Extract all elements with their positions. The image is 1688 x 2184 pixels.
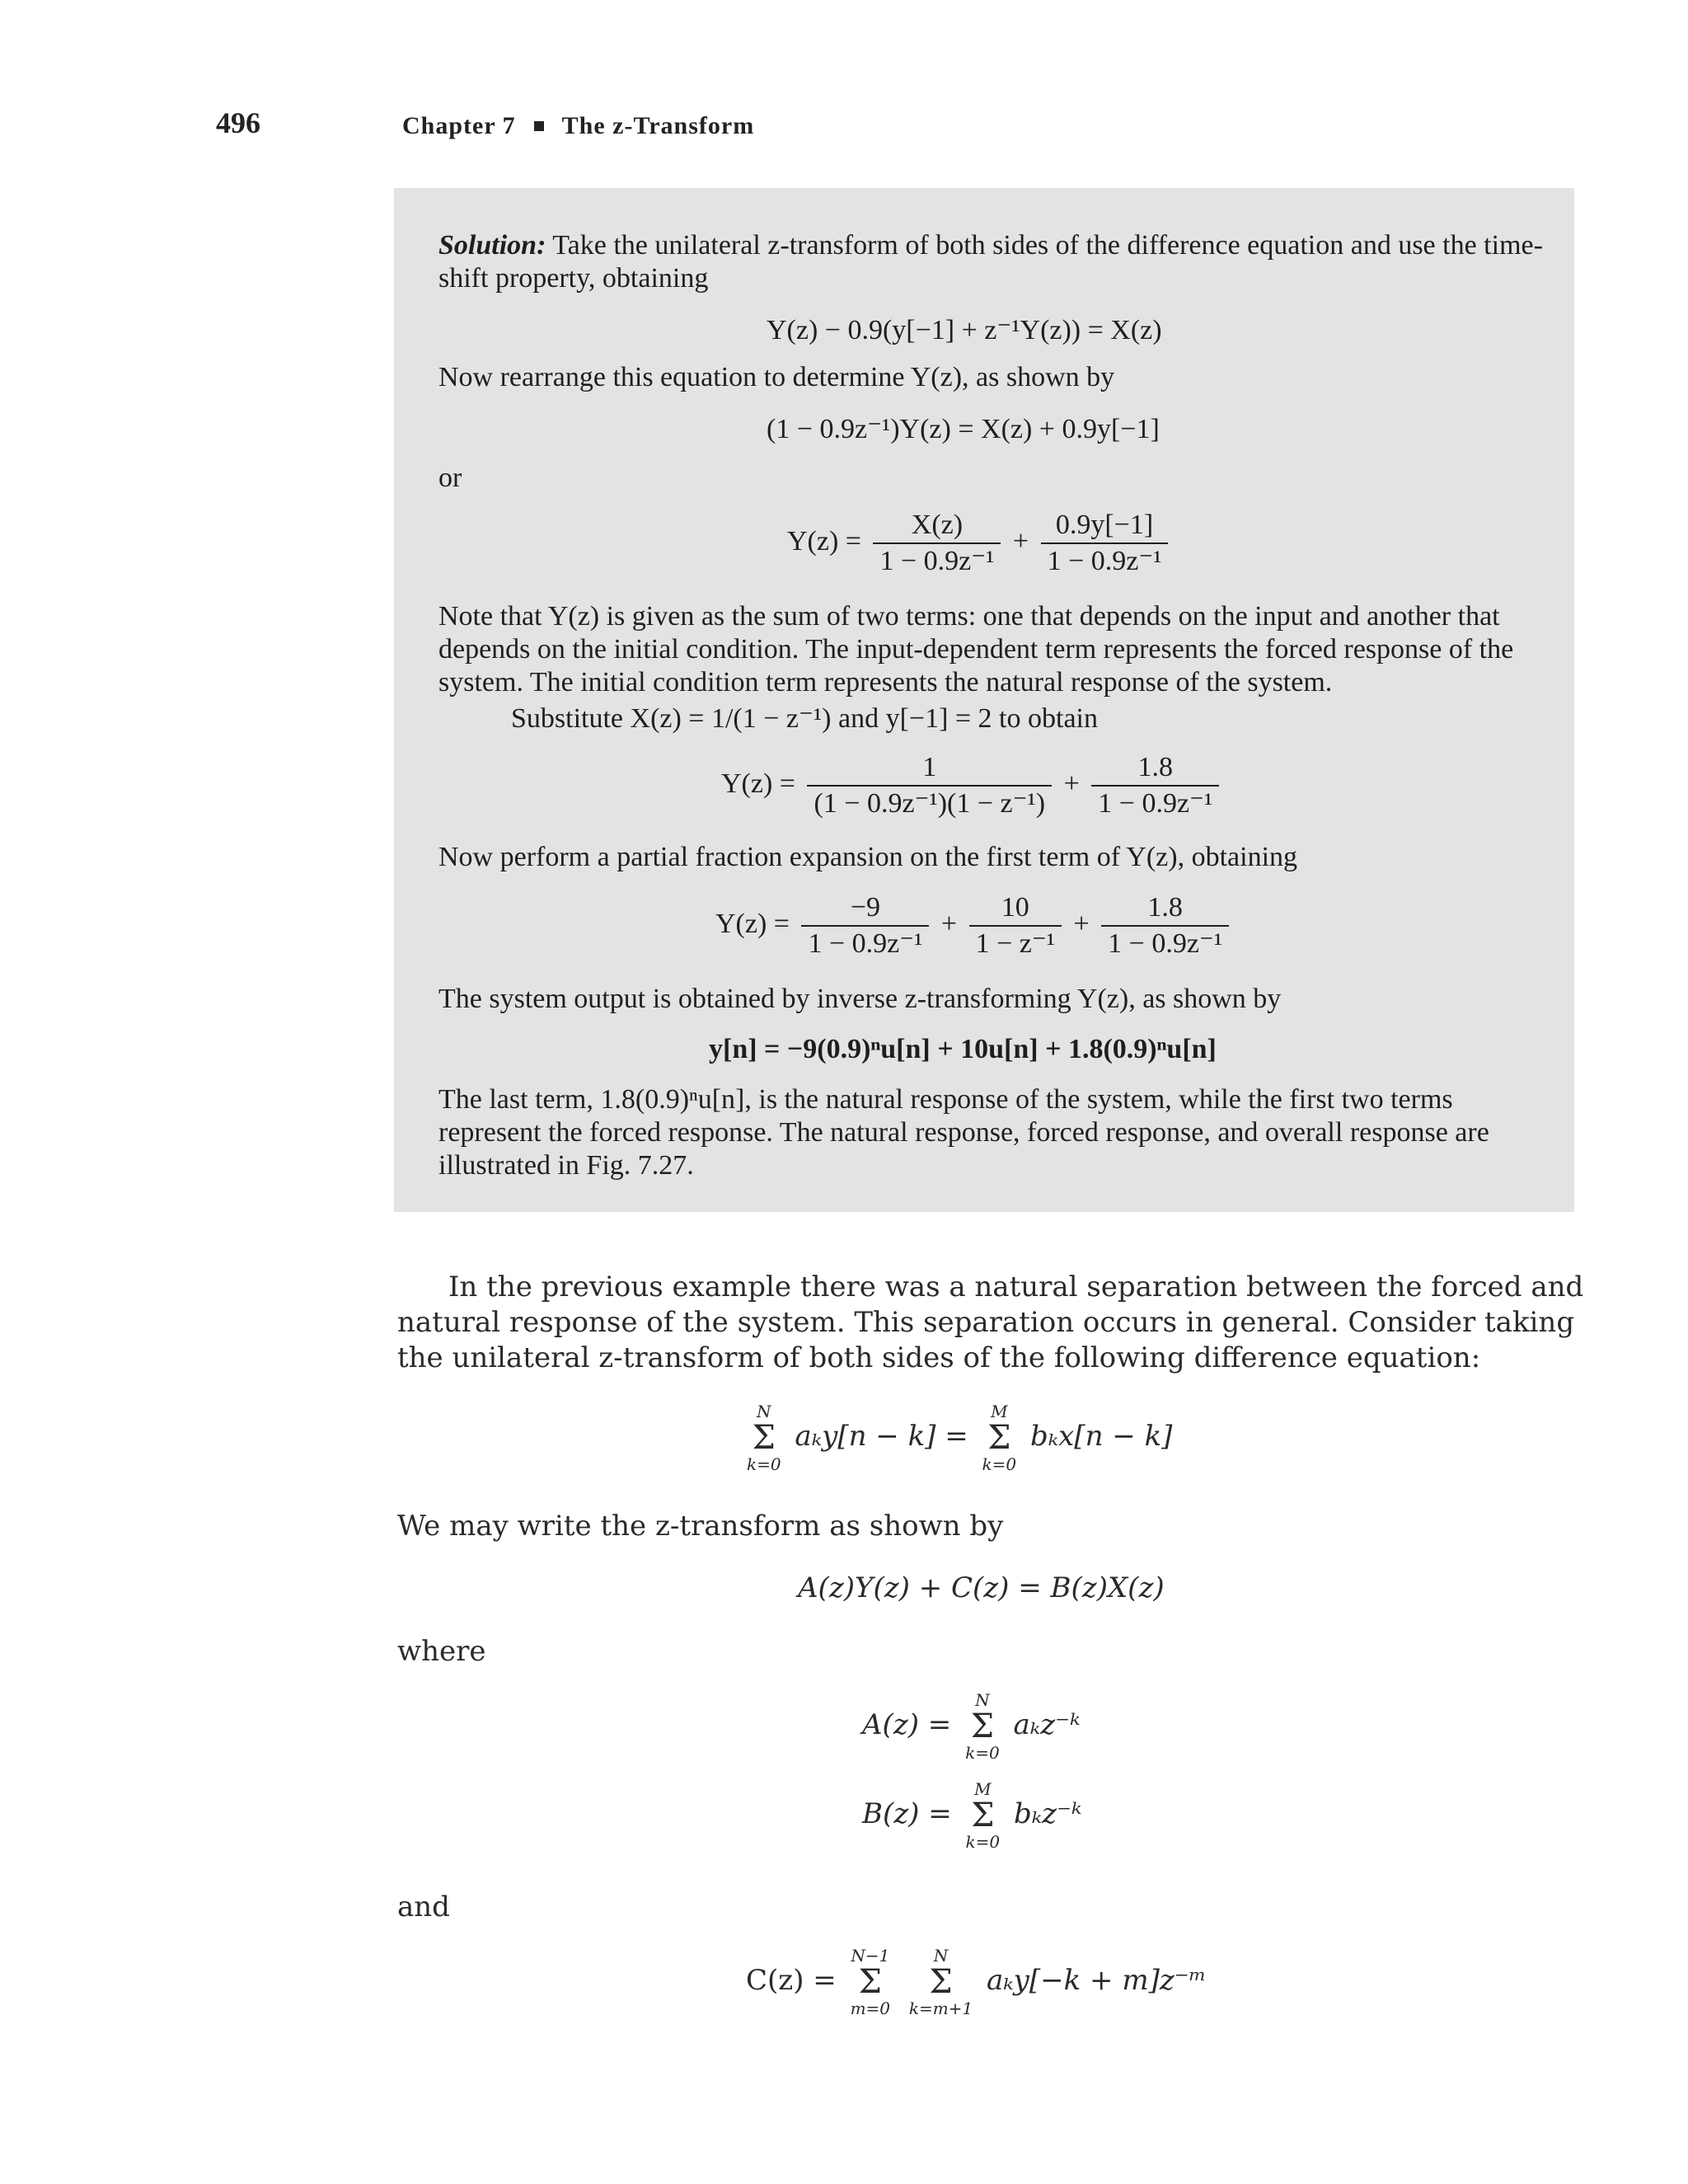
page-number: 496: [216, 106, 260, 139]
eqC-lhs: C(z) =: [746, 1964, 837, 1997]
eqA-lhs: A(z) =: [862, 1708, 952, 1741]
paragraph-substitute: Substitute X(z) = 1/(1 − z⁻¹) and y[−1] = 2 to obtain: [511, 703, 1098, 734]
chapter-label: Chapter 7: [402, 112, 516, 139]
equation-3: [787, 510, 1173, 577]
eq4-f1-denominator: (1 − 0.9z⁻¹)(1 − z⁻¹): [814, 788, 1046, 819]
eq5-f2-denominator: 1 − z⁻¹: [975, 928, 1055, 959]
eq3-fraction-2: [1041, 510, 1169, 577]
eq3-lhs: Y(z) =: [787, 525, 861, 557]
paragraph-partial-fraction: Now perform a partial fraction expansion on the first term of Y(z), obtaining: [438, 842, 1298, 872]
eq3-plus: +: [1012, 525, 1029, 557]
diff-term-2: bₖx[n − k]: [1029, 1420, 1173, 1453]
eq4-f2-denominator: 1 − 0.9z⁻¹: [1098, 788, 1213, 819]
sum-C-1-upper: N−1: [851, 1946, 890, 1966]
separator-square: [534, 121, 544, 131]
eq3-f1-numerator: X(z): [873, 510, 1001, 544]
or-label: or: [438, 463, 462, 493]
eqB-lhs: B(z) =: [862, 1797, 952, 1830]
paragraph-last-term: The last term, 1.8(0.9)ⁿu[n], is the natural response of the system, while the first two terms represent the forced response. The natural response, forced response, and overall response are illustrated in Fig. 7.27.: [438, 1084, 1489, 1181]
diff-term-1: aₖy[n − k] =: [795, 1420, 968, 1453]
equation-1: Y(z) − 0.9(y[−1] + z⁻¹Y(z)) = X(z): [767, 315, 1162, 345]
equation-A: [862, 1690, 1080, 1763]
eq5-fraction-1: [801, 892, 929, 960]
sum-1: N Σ k=0: [747, 1402, 781, 1474]
eq5-fraction-2: [969, 892, 1062, 960]
eq5-plus-2: +: [1073, 908, 1090, 939]
eqA-term: aₖz⁻ᵏ: [1013, 1708, 1081, 1741]
equation-4: [721, 752, 1224, 820]
equation-B: [862, 1779, 1081, 1852]
sum-C-2-upper: N: [933, 1946, 949, 1966]
where-label: where: [397, 1635, 486, 1668]
eq4-fraction-1: [807, 752, 1052, 820]
eq4-fraction-2: [1091, 752, 1219, 820]
solution-paragraph: [438, 229, 1543, 295]
sum-A: N Σ k=0: [965, 1690, 1000, 1763]
paragraph-note: Note that Y(z) is given as the sum of two terms: one that depends on the input and another that depends on the initial condition. The input-dependent term represents the forced response of the system. The initial condition term represents the natural response of the system.: [438, 601, 1514, 697]
equation-ayc: A(z)Y(z) + C(z) = B(z)X(z): [798, 1571, 1165, 1604]
eq5-plus-1: +: [940, 908, 958, 939]
eq4-plus: +: [1063, 768, 1080, 799]
eq4-lhs: Y(z) =: [721, 768, 795, 799]
paragraph-inverse: The system output is obtained by inverse z-transforming Y(z), as shown by: [438, 984, 1282, 1014]
sum-1-lower: k=0: [747, 1454, 781, 1474]
body-paragraph-1: In the previous example there was a natural separation between the forced and natural response of the system. This separation occurs in general. Consider taking the unilateral z-transform of both sides of the following difference equation:: [397, 1270, 1584, 1374]
eq5-f3-denominator: 1 − 0.9z⁻¹: [1108, 928, 1223, 959]
running-header: [402, 112, 754, 140]
eq5-lhs: Y(z) =: [715, 908, 790, 939]
eq5-f1-denominator: 1 − 0.9z⁻¹: [808, 928, 923, 959]
eq3-f1-denominator: 1 − 0.9z⁻¹: [879, 546, 995, 576]
eq5-f1-numerator: −9: [801, 892, 929, 927]
equation-C: [746, 1946, 1207, 2018]
solution-text: Take the unilateral z-transform of both sides of the difference equation and use the time-shift property, obtaining: [438, 230, 1543, 294]
eq3-f2-numerator: 0.9y[−1]: [1041, 510, 1169, 544]
sum-C-1: N−1 Σ m=0: [850, 1946, 891, 2018]
equation-5: [715, 892, 1234, 960]
eq5-fraction-3: [1101, 892, 1229, 960]
solution-label: Solution:: [438, 230, 546, 261]
sum-B-lower: k=0: [965, 1832, 1001, 1852]
sum-2-upper: M: [991, 1402, 1008, 1421]
sum-C-2-lower: k=m+1: [908, 1998, 973, 2018]
eq3-fraction-1: [873, 510, 1001, 577]
equation-6: y[n] = −9(0.9)ⁿu[n] + 10u[n] + 1.8(0.9)ⁿu[n]: [709, 1034, 1217, 1064]
eq5-f3-numerator: 1.8: [1101, 892, 1229, 927]
sum-B: M Σ k=0: [965, 1779, 1001, 1852]
eq3-f2-denominator: 1 − 0.9z⁻¹: [1047, 546, 1162, 576]
sum-C-2: N Σ k=m+1: [908, 1946, 973, 2018]
sum-B-upper: M: [974, 1779, 992, 1799]
eq4-f1-numerator: 1: [807, 752, 1052, 787]
equation-difference: [742, 1402, 1172, 1474]
paragraph-rearrange: Now rearrange this equation to determine Y(z), as shown by: [438, 362, 1115, 392]
sum-1-upper: N: [757, 1402, 771, 1421]
sum-A-lower: k=0: [965, 1743, 1000, 1763]
eqB-term: bₖz⁻ᵏ: [1013, 1797, 1082, 1830]
equation-2: (1 − 0.9z⁻¹)Y(z) = X(z) + 0.9y[−1]: [767, 414, 1160, 444]
sum-A-upper: N: [975, 1690, 990, 1710]
body-paragraph-2: We may write the z-transform as shown by: [397, 1510, 1004, 1543]
sum-2-lower: k=0: [982, 1454, 1017, 1474]
eqC-term: aₖy[−k + m]z⁻ᵐ: [986, 1964, 1207, 1997]
eq5-f2-numerator: 10: [969, 892, 1062, 927]
sum-2: M Σ k=0: [982, 1402, 1017, 1474]
chapter-title: The z-Transform: [561, 112, 755, 139]
and-label: and: [397, 1890, 450, 1923]
sum-C-1-lower: m=0: [850, 1998, 891, 2018]
eq4-f2-numerator: 1.8: [1091, 752, 1219, 787]
